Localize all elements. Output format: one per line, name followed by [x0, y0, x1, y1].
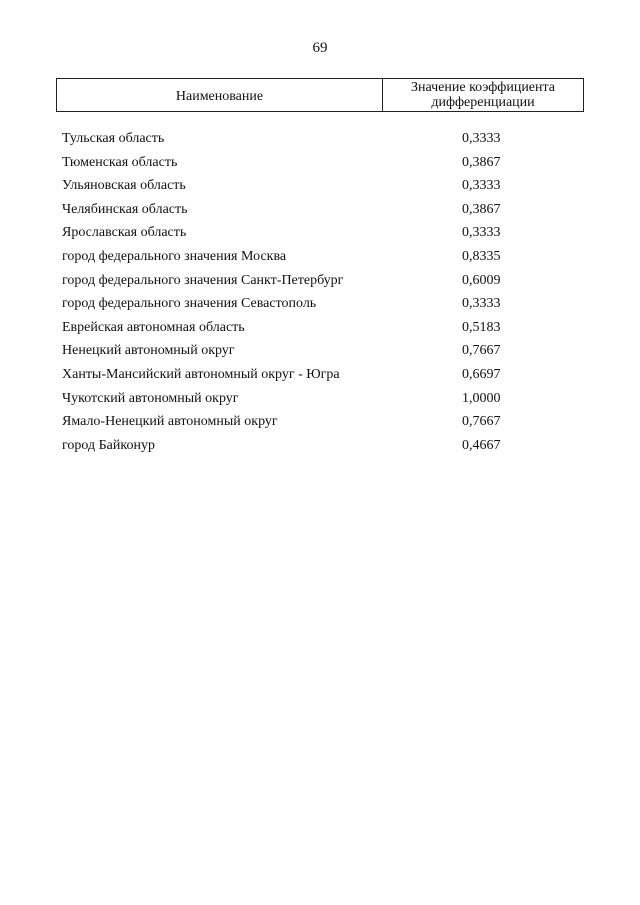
- region-name: город федерального значения Москва: [62, 248, 287, 264]
- coefficient-value: 0,3867: [462, 154, 501, 170]
- region-name: Еврейская автономная область: [62, 319, 245, 335]
- table-row: [62, 437, 582, 454]
- coefficient-value: 1,0000: [462, 390, 501, 406]
- table-row: [62, 177, 582, 194]
- table-row: [62, 130, 582, 147]
- region-name: Ульяновская область: [62, 178, 186, 194]
- region-name: Чукотский автономный округ: [62, 390, 239, 406]
- coefficient-value: 0,3333: [462, 131, 501, 146]
- table-row: [62, 342, 582, 359]
- coefficient-value: 0,8335: [462, 248, 501, 264]
- table-row: [62, 201, 582, 218]
- coefficient-value: 0,4667: [462, 437, 501, 453]
- page-number: 69: [312, 40, 328, 56]
- table-row: [62, 295, 582, 312]
- coefficient-value: 0,3333: [462, 296, 501, 312]
- table-row: [62, 413, 582, 430]
- region-name: Ямало-Ненецкий автономный округ: [62, 414, 278, 430]
- coefficient-value: 0,6697: [462, 366, 501, 382]
- table-row: [62, 366, 582, 383]
- column-header-name: Наименование: [57, 79, 383, 111]
- table-row: [62, 319, 582, 336]
- region-name: город федерального значения Севастополь: [62, 296, 317, 312]
- table-row: [62, 272, 582, 289]
- coefficient-value: 0,7667: [462, 414, 501, 430]
- region-name: Тюменская область: [62, 154, 178, 170]
- column-header-value: Значение коэффициента дифференциации: [410, 80, 556, 110]
- coefficient-value: 0,3333: [462, 178, 501, 194]
- region-name: Ярославская область: [62, 225, 187, 241]
- region-name: Тульская область: [62, 131, 165, 146]
- table-body: [62, 130, 582, 460]
- coefficient-value: 0,7667: [462, 343, 501, 359]
- region-name: Ненецкий автономный округ: [62, 343, 235, 359]
- coefficient-value: 0,6009: [462, 272, 501, 288]
- table-row: [62, 390, 582, 407]
- coefficient-value: 0,5183: [462, 319, 501, 335]
- region-name: город федерального значения Санкт-Петербург: [62, 272, 344, 288]
- table-header: [56, 78, 584, 112]
- table-row: [62, 154, 582, 171]
- table-row: [62, 224, 582, 241]
- table-row: [62, 248, 582, 265]
- region-name: Челябинская область: [62, 201, 188, 217]
- region-name: город Байконур: [62, 437, 155, 453]
- coefficient-value: 0,3333: [462, 225, 501, 241]
- region-name: Ханты-Мансийский автономный округ - Югра: [62, 366, 340, 382]
- coefficient-value: 0,3867: [462, 201, 501, 217]
